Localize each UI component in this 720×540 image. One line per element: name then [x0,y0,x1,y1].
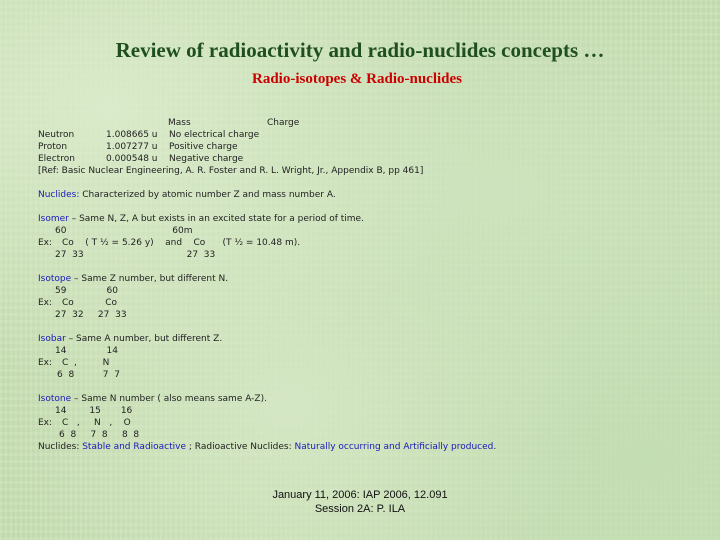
isobar-term: Isobar [38,334,66,344]
isotone-subscripts: 6 8 7 8 8 8 [59,430,140,440]
isotone-definition [38,394,267,405]
isomer-example-label: Ex: [38,238,53,248]
isotope-superscripts: 59 60 [55,286,118,296]
isotope-example-label: Ex: [38,298,53,308]
isomer-subscripts: 27 33 27 33 [55,250,216,260]
isotope-definition [38,274,228,285]
isomer-example: Co ( T ½ = 5.26 y) and Co (T ½ = 10.48 m). [62,238,301,248]
isotope-subscripts: 27 32 27 33 [55,310,127,320]
nuclides-summary-prefix: Nuclides: [38,442,83,452]
natural-artificial-term: Naturally occurring and Artificially produced [294,442,494,452]
nuclides-text: Characterized by atomic number Z and mass number A. [79,190,336,200]
slide-subtitle: Radio-isotopes & Radio-nuclides [251,71,463,87]
particle-charge: Negative charge [169,154,244,164]
isomer-superscripts: 60 60m [55,226,193,236]
isobar-subscripts: 6 8 7 7 [57,370,120,380]
isomer-definition [38,214,364,225]
isobar-definition [38,334,222,345]
nuclides-summary-suffix: . [493,442,497,452]
particle-name: Neutron [38,130,75,140]
isomer-text: – Same N, Z, A but exists in an excited state for a period of time. [68,214,364,224]
isotone-term: Isotone [38,394,72,404]
mass-header: Mass [168,118,191,128]
footer-date-course: January 11, 2006: IAP 2006, 12.091 [272,489,448,501]
particle-name: Electron [38,154,75,164]
isobar-superscripts: 14 14 [55,346,118,356]
footer-session: Session 2A: P. ILA [314,503,406,515]
particle-charge: No electrical charge [169,130,260,140]
nuclides-summary [38,442,496,453]
slide-title: Review of radioactivity and radio-nuclides concepts … [115,38,605,62]
nuclides-definition [38,190,336,201]
isotope-text: – Same Z number, but different N. [71,274,229,284]
slide-footer [0,488,720,516]
isobar-example-label: Ex: [38,358,53,368]
isotone-superscripts: 14 15 16 [55,406,133,416]
isotope-term: Isotope [38,274,72,284]
stable-radioactive-term: Stable and Radioactive [82,442,187,452]
particle-mass: 1.007277 u [106,142,158,152]
particle-mass: 0.000548 u [106,154,158,164]
isobar-text: – Same A number, but different Z. [65,334,223,344]
isotone-text: – Same N number ( also means same A-Z). [71,394,267,404]
isotone-example-label: Ex: [38,418,53,428]
nuclides-summary-middle: ; Radioactive Nuclides: [186,442,295,452]
nuclides-term: Nuclides: [38,190,80,200]
isomer-term: Isomer [38,214,69,224]
isobar-example: C , N [62,358,110,368]
particle-charge: Positive charge [169,142,238,152]
particle-mass: 1.008665 u [106,130,158,140]
isotone-example: C , N , O [62,418,131,428]
particle-name: Proton [38,142,68,152]
reference-note: [Ref: Basic Nuclear Engineering, A. R. Foster and R. L. Wright, Jr., Appendix B, pp 461] [38,166,424,176]
charge-header: Charge [267,118,300,128]
isotope-example: Co Co [62,298,118,308]
